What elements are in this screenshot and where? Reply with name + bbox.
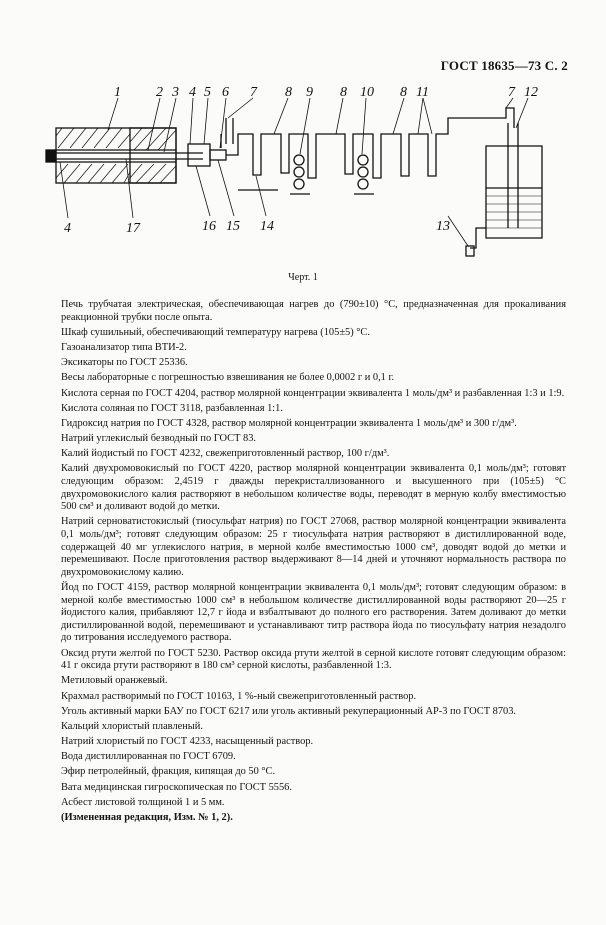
label-7: 7 xyxy=(250,85,257,100)
para-petroleum-ether: Эфир петролейный, фракция, кипящая до 50 °С. xyxy=(61,766,276,778)
label-4-bottom: 4 xyxy=(64,221,71,236)
para-activated-carbon: Уголь активный марки БАУ по ГОСТ 6217 или уголь активный рекуперационный АР-3 по ГОСТ 8703. xyxy=(61,705,517,717)
label-8c: 8 xyxy=(400,85,407,100)
apparatus-diagram xyxy=(38,78,568,268)
para-iodine: Йод по ГОСТ 4159, раствор молярной концентрации эквивалента 0,1 моль/дм³; готовят следующим образом: в мерной колбе вместимостью 1000 см³ в небольшом количестве дистиллированной воды растворяют 20—25 г йодистого калия, прибавляют 12,7 г йода и взбалтывают до полного его растворения. Затем доливают до метки дистиллированной водой, перемешивают и устанавливают титр раствора йода по тиосульфату натрия незадолго до титрования исследуемого раствора. xyxy=(61,582,566,644)
para-potassium-dichromate: Калий двухромовокислый по ГОСТ 4220, раствор молярной концентрации эквивалента 0,1 моль/дм³; готовят следующим образом: 2,4519 г дважды перекристаллизованного и высушенного при (105±5) °С двухромовокислого калия растворяют в небольшом количестве воды, переводят в мерную колбу вместимостью 500 см³ и доливают водой до метки. xyxy=(61,463,566,513)
apparatus-drawing xyxy=(38,78,568,268)
label-4-top: 4 xyxy=(189,85,196,100)
label-6: 6 xyxy=(222,85,229,100)
para-sulfuric-acid: Кислота серная по ГОСТ 4204, раствор молярной концентрации эквивалента 1 моль/дм³ и разбавленная 1:3 и 1:9. xyxy=(61,387,565,399)
para-distilled-water: Вода дистиллированная по ГОСТ 6709. xyxy=(61,751,236,763)
para-desiccators: Эксикаторы по ГОСТ 25336. xyxy=(61,357,188,369)
label-8a: 8 xyxy=(285,85,292,100)
page-header: ГОСТ 18635—73 С. 2 xyxy=(440,58,568,73)
para-oven: Шкаф сушильный, обеспечивающий температуру нагрева (105±5) °С. xyxy=(61,326,370,338)
label-12: 12 xyxy=(524,85,538,100)
label-17: 17 xyxy=(126,221,140,236)
para-calcium-chloride: Кальций хлористый плавленый. xyxy=(61,720,203,732)
para-amendment-note: (Измененная редакция, Изм. № 1, 2). xyxy=(61,812,233,824)
label-9: 9 xyxy=(306,85,313,100)
label-8b: 8 xyxy=(340,85,347,100)
label-16: 16 xyxy=(202,219,216,234)
label-14: 14 xyxy=(260,219,274,234)
para-asbestos: Асбест листовой толщиной 1 и 5 мм. xyxy=(61,796,225,808)
figure-caption: Черт. 1 xyxy=(288,272,318,283)
label-5: 5 xyxy=(204,85,211,100)
para-sodium-carbonate: Натрий углекислый безводный по ГОСТ 83. xyxy=(61,433,257,445)
label-15: 15 xyxy=(226,219,240,234)
para-methyl-orange: Метиловый оранжевый. xyxy=(61,675,168,687)
para-sodium-thiosulfate: Натрий серноватистокислый (тиосульфат натрия) по ГОСТ 27068, раствор молярной концентрации эквивалента 0,1 моль/дм³; готовят следующим образом: 25 г тиосульфата натрия растворяют в дистиллированной воде, содержащей 40 мг углекислого натрия, в мерной колбе вместимостью 1000 см³, доводят водой до метки и перемешивают. После приготовления раствор выдерживают 8—14 дней и уточняют нормальность раствора по двухромовокислому калию. xyxy=(61,516,566,578)
label-10: 10 xyxy=(360,85,374,100)
label-11: 11 xyxy=(416,85,429,100)
para-mercury-oxide: Оксид ртути желтой по ГОСТ 5230. Раствор оксида ртути желтой в серной кислоте готовят следующим образом: 41 г оксида ртути растворяют в 180 см³ серной кислоты, разбавленной 1:3. xyxy=(61,647,566,672)
para-balance: Весы лабораторные с погрешностью взвешивания не более 0,0002 г и 0,1 г. xyxy=(61,372,395,384)
para-cotton: Вата медицинская гигроскопическая по ГОСТ 5556. xyxy=(61,781,292,793)
label-7b: 7 xyxy=(508,85,515,100)
para-sodium-hydroxide: Гидроксид натрия по ГОСТ 4328, раствор молярной концентрации эквивалента 1 моль/дм³ и 300 г/дм³. xyxy=(61,417,517,429)
text-body xyxy=(61,299,566,827)
furnace-body xyxy=(56,128,176,183)
para-furnace: Печь трубчатая электрическая, обеспечивающая нагрев до (790±10) °С, предназначенная для прокаливания реакционной трубки после опыта. xyxy=(61,299,566,323)
label-13: 13 xyxy=(436,219,450,234)
para-gas-analyzer: Газоанализатор типа ВТИ-2. xyxy=(61,341,187,353)
label-2: 2 xyxy=(156,85,163,100)
label-3: 3 xyxy=(172,85,179,100)
para-hydrochloric-acid: Кислота соляная по ГОСТ 3118, разбавленная 1:1. xyxy=(61,402,283,414)
para-potassium-iodide: Калий йодистый по ГОСТ 4232, свежеприготовленный раствор, 100 г/дм³. xyxy=(61,448,390,460)
para-starch: Крахмал растворимый по ГОСТ 10163, 1 %-ный свежеприготовленный раствор. xyxy=(61,690,417,702)
para-sodium-chloride: Натрий хлористый по ГОСТ 4233, насыщенный раствор. xyxy=(61,736,314,748)
label-1: 1 xyxy=(114,85,121,100)
